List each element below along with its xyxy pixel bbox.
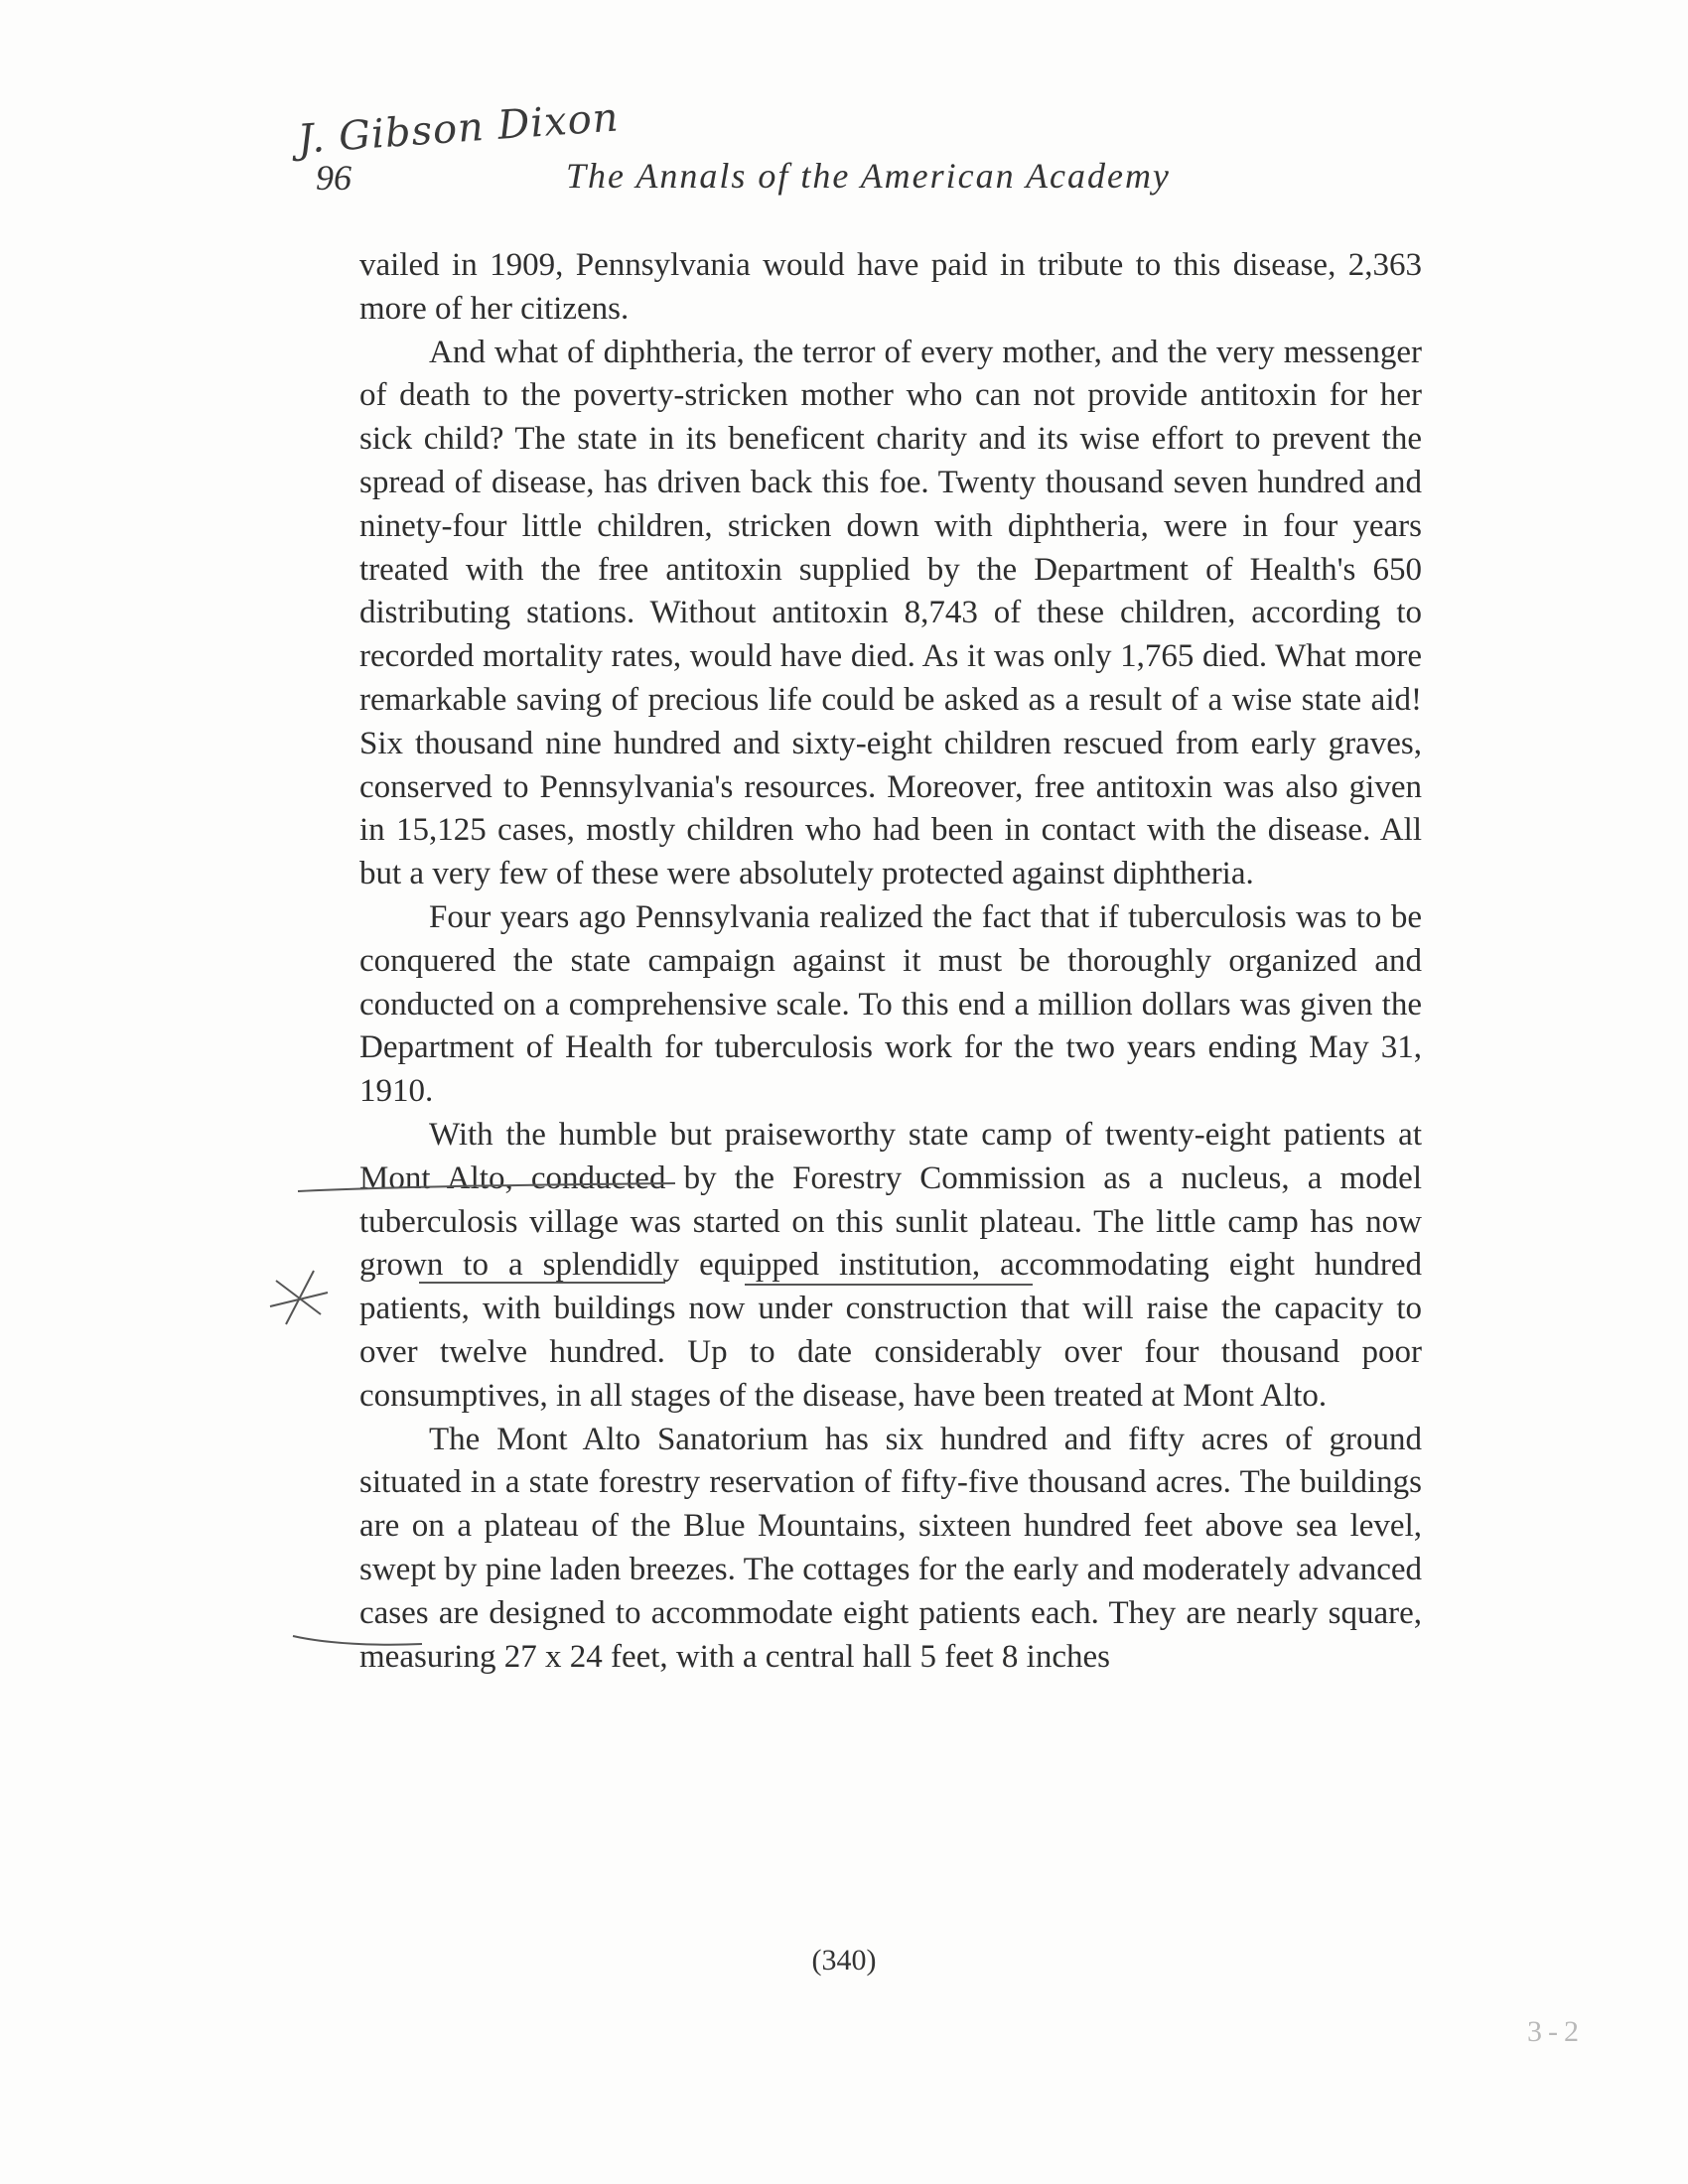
- paragraph-3: Four years ago Pennsylvania realized the fact that if tuberculosis was to be conquered the state campaign against it must be thoroughly organized and conducted on a comprehensive scale. To this end a million dollars was given the Department of Health for tuberculosis work for the two years ending May 31, 1910.: [359, 898, 1422, 1110]
- page-folio: (340): [811, 1944, 877, 1977]
- handwritten-signature: J. Gibson Dixon: [296, 94, 621, 163]
- corner-pencil-mark: 3-2: [1527, 2015, 1585, 2048]
- paragraph-1: vailed in 1909, Pennsylvania would have paid in tribute to this disease, 2,363 more of her citizens.: [359, 247, 1422, 327]
- page-number: 96: [316, 158, 352, 198]
- body-text: [359, 244, 1422, 1679]
- paragraph-2: And what of diphtheria, the terror of every mother, and the very messenger of death to the poverty-stricken mother who can not provide antitoxin for her sick child? The state in its beneficent charity and its wise effort to prevent the spread of disease, has driven back this foe. Twenty thousand seven hundred and ninety-four little children, stricken down with diphtheria, were in four years treated with the free antitoxin supplied by the Department of Health's 650 distributing stations. Without antitoxin 8,743 of these children, according to recorded mortality rates, would have died. As it was only 1,765 died. What more remarkable saving of precious life could be asked as a result of a wise state aid! Six thousand nine hundred and sixty-eight children rescued from early graves, conserved to Pennsylvania's resources. Moreover, free antitoxin was also given in 15,125 cases, mostly children who had been in contact with the disease. All but a very few of these were absolutely protected against diphtheria.: [359, 334, 1422, 892]
- pencil-asterisk-mark: [266, 1263, 336, 1342]
- paragraph-5: The Mont Alto Sanatorium has six hundred and fifty acres of ground situated in a state forestry reservation of fifty-five thousand acres. The buildings are on a plateau of the Blue Mountains, sixteen hundred feet above sea level, swept by pine laden breezes. The cottages for the early and moderately advanced cases are designed to accommodate eight patients each. They are nearly square, measuring 27 x 24 feet, with a central hall 5 feet 8 inches: [359, 1421, 1422, 1675]
- running-title: The Annals of the American Academy: [566, 156, 1171, 196]
- paragraph-4: With the humble but praiseworthy state camp of twenty-eight patients at Mont Alto, conducted by the Forestry Commission as a nucleus, a model tuberculosis village was started on this sunlit plateau. The little camp has now grown to a splendidly equipped institution, accommodating eight hundred patients, with buildings now under construction that will raise the capacity to over twelve hundred. Up to date considerably over four thousand poor consumptives, in all stages of the disease, have been treated at Mont Alto.: [359, 1116, 1422, 1414]
